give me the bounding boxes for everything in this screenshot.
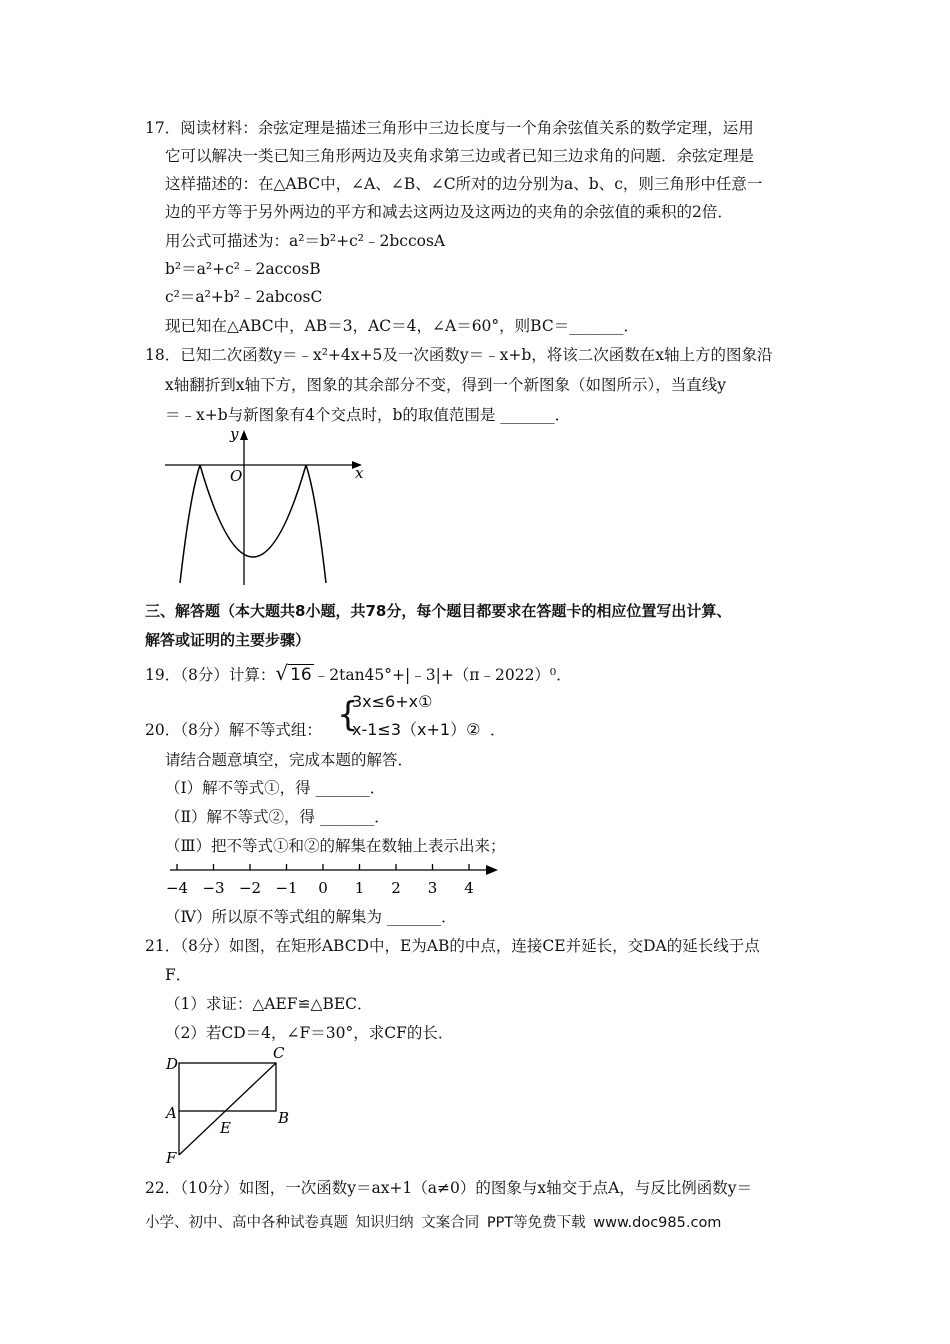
q17-formula-c: c²＝a²+b²﹣2abcosC [165, 288, 323, 306]
tick-label: 2 [391, 879, 401, 897]
left-branch [180, 465, 200, 583]
reflected-parabola [200, 465, 306, 557]
number-line-arrow [486, 865, 498, 875]
q19-rest: ﹣2tan45°+|﹣3|+（π﹣2022）⁰． [313, 666, 572, 684]
tick-label: −1 [275, 879, 298, 897]
x-axis-label: x [355, 464, 364, 482]
q19-prefix: 19．（8分）计算： [145, 666, 276, 684]
q21-part-1: （1）求证：△AEF≌△BEC． [165, 995, 373, 1013]
right-branch [306, 465, 326, 583]
q21-line-2: F． [165, 966, 192, 984]
q20-prefix: 20．（8分）解不等式组： [145, 721, 322, 739]
page-footer: 小学、初中、高中各种试卷真题 知识归纳 文案合同 PPT等免费下载 www.doc985.com [145, 1215, 722, 1231]
q18-line-1: 18．已知二次函数y＝﹣x²+4x+5及一次函数y＝﹣x+b，将该二次函数在x轴上方的图象沿 [145, 346, 773, 364]
y-axis-label: y [230, 425, 239, 443]
point-e-label: E [220, 1119, 231, 1137]
tick-label: −3 [202, 879, 225, 897]
tick-label: −4 [165, 879, 189, 897]
q18-graph [160, 425, 370, 590]
q20-inequality-2: x-1≤3（x+1）② [352, 720, 481, 739]
point-b-label: B [278, 1109, 290, 1127]
y-axis-arrow [240, 430, 248, 440]
q20-inequality-1: 3x≤6+x① [352, 692, 433, 711]
q17-formula-b: b²＝a²+c²﹣2accosB [165, 260, 321, 278]
q18-line-2: x轴翻折到x轴下方，图象的其余部分不变，得到一个新图象（如图所示），当直线y [165, 376, 726, 394]
q17-line-3: 这样描述的：在△ABC中，∠A、∠B、∠C所对的边分别为a、b、c，则三角形中任意一 [165, 175, 763, 193]
tick-label: 0 [318, 879, 328, 897]
q19-radicand: 16 [290, 665, 312, 685]
q20-step-2: （Ⅱ）解不等式②，得 _______． [165, 808, 390, 826]
q20-period: ． [490, 721, 506, 739]
brace-icon: { [337, 695, 359, 735]
point-a-label: A [166, 1104, 177, 1122]
q21-part-2: （2）若CD＝4，∠F＝30°，求CF的长． [165, 1024, 454, 1042]
q20-instruction: 请结合题意填空，完成本题的解答． [165, 751, 414, 769]
section3-heading-2: 解答或证明的主要步骤） [145, 631, 311, 649]
tick-label: 4 [464, 879, 474, 897]
q17-line-4: 边的平方等于另外两边的平方和减去这两边及这两边的夹角的余弦值的乘积的2倍． [165, 203, 733, 221]
q17-question: 现已知在△ABC中，AB＝3，AC＝4，∠A＝60°，则BC＝_______． [165, 317, 639, 335]
sqrt-icon: √ [275, 661, 289, 685]
point-f-label: F [166, 1149, 177, 1167]
point-d-label: D [166, 1055, 179, 1073]
q17-line-2: 它可以解决一类已知三角形两边及夹角求第三边或者已知三边求角的问题．余弦定理是 [165, 147, 755, 165]
q22-line-1: 22．（10分）如图，一次函数y＝ax+1（a≠0）的图象与x轴交于点A，与反比例函数y＝ [145, 1179, 753, 1197]
origin-label: O [230, 467, 243, 485]
q18-line-3: ＝﹣x+b与新图象有4个交点时，b的取值范围是 _______． [165, 406, 571, 424]
tick-label: −2 [238, 879, 262, 897]
q17-formula-a: 用公式可描述为：a²＝b²+c²﹣2bccosA [165, 232, 446, 250]
q20-step-4: （Ⅳ）所以原不等式组的解集为 _______． [165, 908, 457, 926]
point-c-label: C [273, 1044, 285, 1062]
tick-label: 1 [354, 879, 365, 897]
q21-figure [160, 1045, 300, 1170]
q21-line-1: 21．（8分）如图，在矩形ABCD中，E为AB的中点，连接CE并延长，交DA的延长线于点 [145, 937, 760, 955]
q20-step-1: （Ⅰ）解不等式①，得 _______． [165, 779, 386, 797]
rectangle-abcd [179, 1063, 276, 1111]
cf-line [179, 1063, 276, 1155]
q17-line-1: 17．阅读材料：余弦定理是描述三角形中三边长度与一个角余弦值关系的数学定理，运用 [145, 119, 754, 137]
section3-heading-1: 三、解答题（本大题共8小题，共78分，每个题目都要求在答题卡的相应位置写出计算、 [145, 602, 732, 620]
tick-label: 3 [427, 879, 438, 897]
q20-step-3: （Ⅲ）把不等式①和②的解集在数轴上表示出来； [165, 837, 506, 855]
number-line [160, 860, 505, 900]
q19 [145, 663, 572, 685]
